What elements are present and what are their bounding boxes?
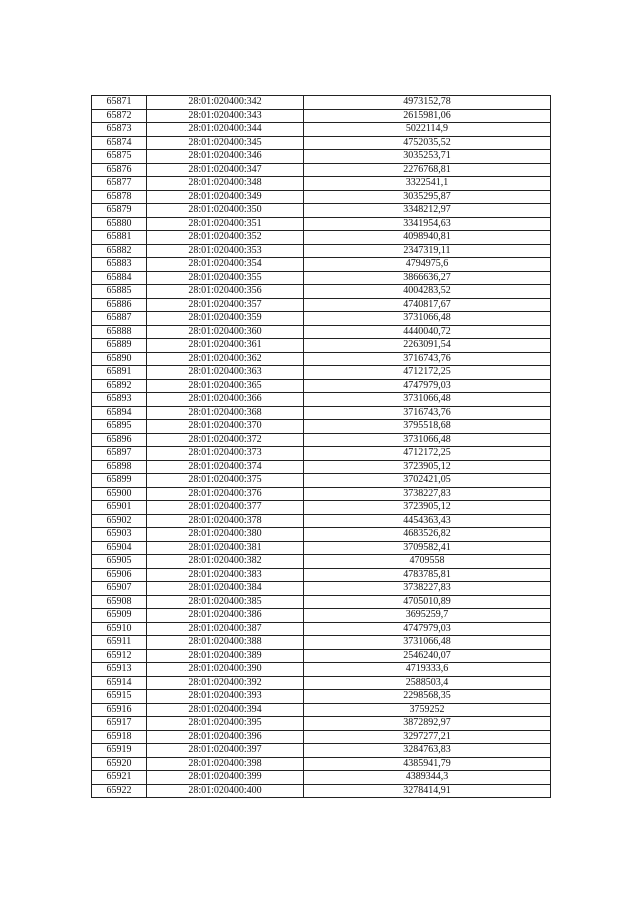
cadastral-number-cell: 28:01:020400:362 [147,352,304,366]
value-cell: 3284763,83 [304,744,551,758]
cadastral-number-cell: 28:01:020400:390 [147,663,304,677]
cadastral-number-cell: 28:01:020400:370 [147,420,304,434]
value-cell: 4709558 [304,555,551,569]
row-number-cell: 65883 [92,258,147,272]
row-number-cell: 65879 [92,204,147,218]
cadastral-number-cell: 28:01:020400:353 [147,244,304,258]
value-cell: 3723905,12 [304,501,551,515]
cadastral-number-cell: 28:01:020400:368 [147,406,304,420]
value-cell: 3035295,87 [304,190,551,204]
row-number-cell: 65899 [92,474,147,488]
cadastral-number-cell: 28:01:020400:366 [147,393,304,407]
cadastral-number-cell: 28:01:020400:357 [147,298,304,312]
value-cell: 4712172,25 [304,447,551,461]
row-number-cell: 65906 [92,568,147,582]
table-row [92,366,551,380]
cadastral-number-cell: 28:01:020400:355 [147,271,304,285]
cadastral-number-cell: 28:01:020400:345 [147,136,304,150]
value-cell: 3341954,63 [304,217,551,231]
cadastral-number-cell: 28:01:020400:360 [147,325,304,339]
value-cell: 4389344,3 [304,771,551,785]
row-number-cell: 65910 [92,622,147,636]
value-cell: 3731066,48 [304,636,551,650]
cadastral-number-cell: 28:01:020400:381 [147,541,304,555]
cadastral-number-cell: 28:01:020400:389 [147,649,304,663]
cadastral-number-cell: 28:01:020400:365 [147,379,304,393]
cadastral-number-cell: 28:01:020400:395 [147,717,304,731]
value-cell: 3716743,76 [304,406,551,420]
table-row [92,231,551,245]
row-number-cell: 65893 [92,393,147,407]
table-row [92,622,551,636]
table-row [92,136,551,150]
value-cell: 4973152,78 [304,96,551,110]
value-cell: 4747979,03 [304,622,551,636]
table-row [92,96,551,110]
row-number-cell: 65889 [92,339,147,353]
table-row [92,555,551,569]
table-row [92,568,551,582]
row-number-cell: 65885 [92,285,147,299]
table-row [92,757,551,771]
cadastral-number-cell: 28:01:020400:352 [147,231,304,245]
table-row [92,177,551,191]
cadastral-number-cell: 28:01:020400:392 [147,676,304,690]
value-cell: 3297277,21 [304,730,551,744]
table-row [92,744,551,758]
table-row [92,204,551,218]
row-number-cell: 65895 [92,420,147,434]
table-row [92,285,551,299]
table-row [92,582,551,596]
value-cell: 4454363,43 [304,514,551,528]
value-cell: 3702421,05 [304,474,551,488]
table-row [92,420,551,434]
row-number-cell: 65875 [92,150,147,164]
row-number-cell: 65917 [92,717,147,731]
cadastral-number-cell: 28:01:020400:394 [147,703,304,717]
value-cell: 2298568,35 [304,690,551,704]
cadastral-number-cell: 28:01:020400:361 [147,339,304,353]
table-row [92,150,551,164]
value-cell: 3716743,76 [304,352,551,366]
value-cell: 2546240,07 [304,649,551,663]
table-row [92,244,551,258]
value-cell: 4712172,25 [304,366,551,380]
value-cell: 3709582,41 [304,541,551,555]
value-cell: 5022114,9 [304,123,551,137]
row-number-cell: 65908 [92,595,147,609]
cadastral-number-cell: 28:01:020400:375 [147,474,304,488]
cadastral-number-cell: 28:01:020400:346 [147,150,304,164]
value-cell: 3731066,48 [304,393,551,407]
table-row [92,784,551,798]
value-cell: 3278414,91 [304,784,551,798]
table-row [92,636,551,650]
value-cell: 3795518,68 [304,420,551,434]
row-number-cell: 65878 [92,190,147,204]
row-number-cell: 65900 [92,487,147,501]
table-row [92,339,551,353]
cadastral-number-cell: 28:01:020400:363 [147,366,304,380]
row-number-cell: 65905 [92,555,147,569]
cadastral-number-cell: 28:01:020400:387 [147,622,304,636]
cadastral-number-cell: 28:01:020400:354 [147,258,304,272]
value-cell: 4747979,03 [304,379,551,393]
table-body [92,96,551,798]
table-row [92,433,551,447]
cadastral-number-cell: 28:01:020400:378 [147,514,304,528]
cadastral-number-cell: 28:01:020400:350 [147,204,304,218]
cadastral-number-cell: 28:01:020400:385 [147,595,304,609]
row-number-cell: 65896 [92,433,147,447]
table-row [92,690,551,704]
table-row [92,487,551,501]
row-number-cell: 65881 [92,231,147,245]
table-row [92,190,551,204]
cadastral-number-cell: 28:01:020400:342 [147,96,304,110]
cadastral-number-cell: 28:01:020400:400 [147,784,304,798]
cadastral-number-cell: 28:01:020400:393 [147,690,304,704]
row-number-cell: 65913 [92,663,147,677]
value-cell: 3695259,7 [304,609,551,623]
table-row [92,325,551,339]
row-number-cell: 65876 [92,163,147,177]
table-row [92,609,551,623]
value-cell: 3731066,48 [304,433,551,447]
value-cell: 3759252 [304,703,551,717]
cadastral-number-cell: 28:01:020400:348 [147,177,304,191]
cadastral-number-cell: 28:01:020400:399 [147,771,304,785]
row-number-cell: 65916 [92,703,147,717]
row-number-cell: 65872 [92,109,147,123]
value-cell: 4752035,52 [304,136,551,150]
table-row [92,717,551,731]
cadastral-number-cell: 28:01:020400:373 [147,447,304,461]
cadastral-number-cell: 28:01:020400:384 [147,582,304,596]
table-row [92,123,551,137]
row-number-cell: 65871 [92,96,147,110]
cadastral-number-cell: 28:01:020400:372 [147,433,304,447]
table-row [92,676,551,690]
row-number-cell: 65912 [92,649,147,663]
table-row [92,447,551,461]
value-cell: 4440040,72 [304,325,551,339]
table-row [92,474,551,488]
cadastral-number-cell: 28:01:020400:343 [147,109,304,123]
value-cell: 2588503,4 [304,676,551,690]
row-number-cell: 65890 [92,352,147,366]
row-number-cell: 65884 [92,271,147,285]
table-row [92,528,551,542]
cadastral-number-cell: 28:01:020400:349 [147,190,304,204]
row-number-cell: 65903 [92,528,147,542]
row-number-cell: 65911 [92,636,147,650]
row-number-cell: 65902 [92,514,147,528]
row-number-cell: 65898 [92,460,147,474]
cadastral-number-cell: 28:01:020400:380 [147,528,304,542]
table-row [92,501,551,515]
cadastral-number-cell: 28:01:020400:382 [147,555,304,569]
cadastral-number-cell: 28:01:020400:351 [147,217,304,231]
cadastral-number-cell: 28:01:020400:376 [147,487,304,501]
value-cell: 4098940,81 [304,231,551,245]
row-number-cell: 65888 [92,325,147,339]
value-cell: 3866636,27 [304,271,551,285]
table-row [92,730,551,744]
table-row [92,595,551,609]
table-row [92,109,551,123]
cadastral-number-cell: 28:01:020400:344 [147,123,304,137]
table-row [92,703,551,717]
cadastral-number-cell: 28:01:020400:347 [147,163,304,177]
row-number-cell: 65897 [92,447,147,461]
table-row [92,379,551,393]
table-row [92,649,551,663]
cadastral-number-cell: 28:01:020400:388 [147,636,304,650]
row-number-cell: 65891 [92,366,147,380]
table-row [92,406,551,420]
value-cell: 4719333,6 [304,663,551,677]
value-cell: 3723905,12 [304,460,551,474]
table-row [92,163,551,177]
cadastral-number-cell: 28:01:020400:374 [147,460,304,474]
value-cell: 4794975,6 [304,258,551,272]
value-cell: 3035253,71 [304,150,551,164]
table-row [92,663,551,677]
table-row [92,352,551,366]
table-row [92,460,551,474]
value-cell: 3348212,97 [304,204,551,218]
cadastral-number-cell: 28:01:020400:398 [147,757,304,771]
value-cell: 3872892,97 [304,717,551,731]
table-row [92,541,551,555]
row-number-cell: 65892 [92,379,147,393]
row-number-cell: 65904 [92,541,147,555]
row-number-cell: 65919 [92,744,147,758]
row-number-cell: 65922 [92,784,147,798]
cadastral-number-cell: 28:01:020400:359 [147,312,304,326]
table-row [92,514,551,528]
value-cell: 3738227,83 [304,487,551,501]
value-cell: 2276768,81 [304,163,551,177]
row-number-cell: 65921 [92,771,147,785]
row-number-cell: 65877 [92,177,147,191]
table-row [92,298,551,312]
row-number-cell: 65874 [92,136,147,150]
row-number-cell: 65887 [92,312,147,326]
cadastral-number-cell: 28:01:020400:396 [147,730,304,744]
cadastral-number-cell: 28:01:020400:383 [147,568,304,582]
row-number-cell: 65909 [92,609,147,623]
value-cell: 2615981,06 [304,109,551,123]
row-number-cell: 65915 [92,690,147,704]
value-cell: 4783785,81 [304,568,551,582]
row-number-cell: 65901 [92,501,147,515]
row-number-cell: 65914 [92,676,147,690]
row-number-cell: 65920 [92,757,147,771]
table-row [92,258,551,272]
value-cell: 3738227,83 [304,582,551,596]
value-cell: 4705010,89 [304,595,551,609]
value-cell: 4683526,82 [304,528,551,542]
table-row [92,271,551,285]
row-number-cell: 65907 [92,582,147,596]
value-cell: 4385941,79 [304,757,551,771]
value-cell: 3322541,1 [304,177,551,191]
value-cell: 4740817,67 [304,298,551,312]
value-cell: 3731066,48 [304,312,551,326]
cadastral-number-cell: 28:01:020400:377 [147,501,304,515]
value-cell: 4004283,52 [304,285,551,299]
row-number-cell: 65918 [92,730,147,744]
row-number-cell: 65894 [92,406,147,420]
row-number-cell: 65880 [92,217,147,231]
table-row [92,312,551,326]
table-row [92,393,551,407]
table-row [92,217,551,231]
table-row [92,771,551,785]
row-number-cell: 65886 [92,298,147,312]
value-cell: 2263091,54 [304,339,551,353]
cadastral-number-cell: 28:01:020400:397 [147,744,304,758]
value-cell: 2347319,11 [304,244,551,258]
cadastral-number-cell: 28:01:020400:356 [147,285,304,299]
cadastral-value-table [91,95,551,798]
cadastral-number-cell: 28:01:020400:386 [147,609,304,623]
row-number-cell: 65873 [92,123,147,137]
row-number-cell: 65882 [92,244,147,258]
